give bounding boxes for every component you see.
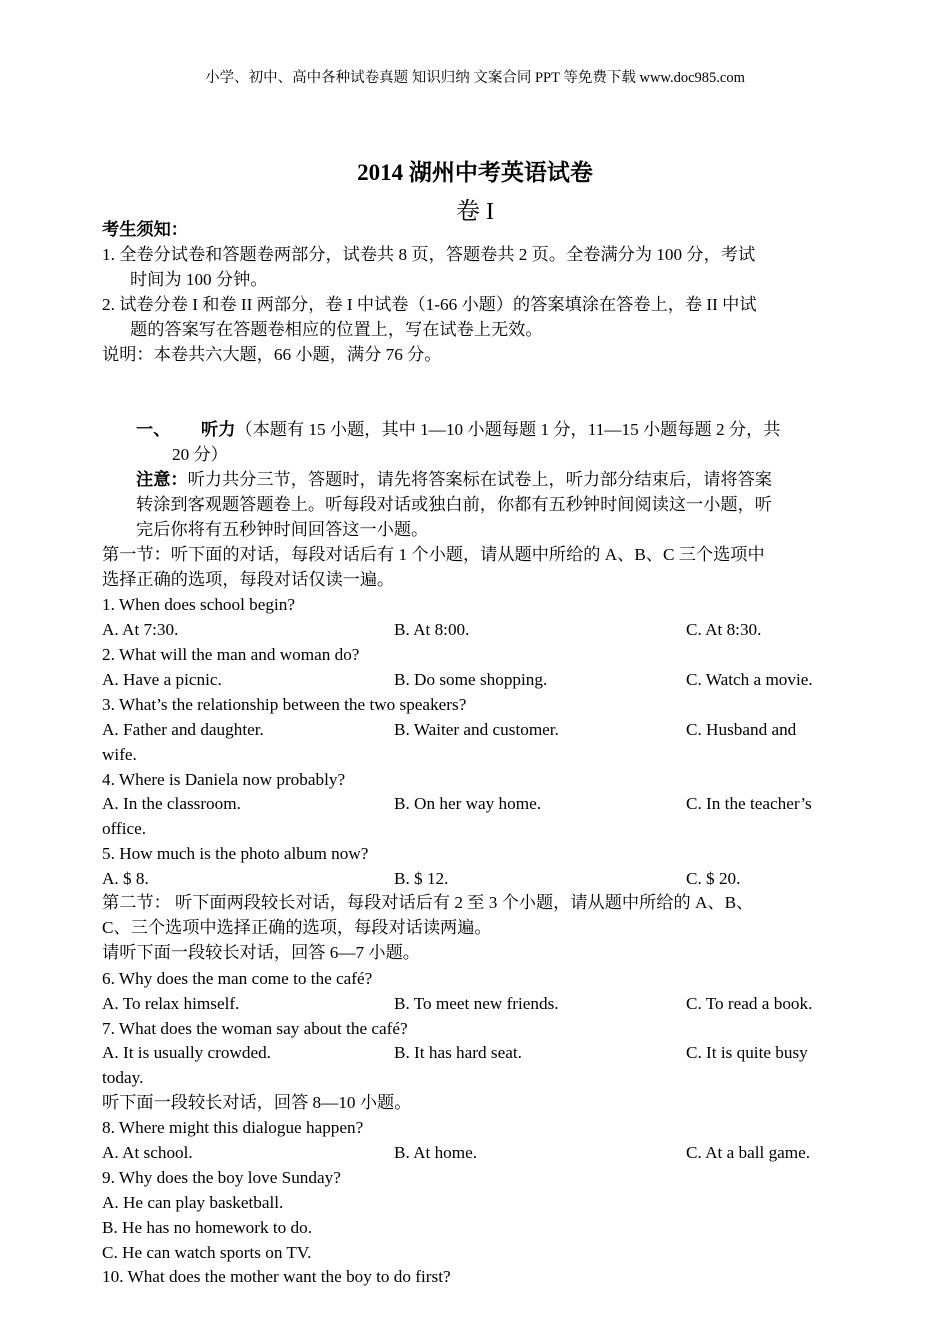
q5-option-c: C. $ 20. [686, 869, 741, 888]
q4-option-c: C. In the teacher’s [686, 794, 812, 813]
notice-item-1: 1. 全卷分试卷和答题卷两部分，试卷共 8 页，答题卷共 2 页。全卷满分为 100 分，考试 [102, 245, 756, 264]
q7-option-a: A. It is usually crowded. [102, 1043, 271, 1062]
section2-dialogue-1-intro: 请听下面一段较长对话，回答 6—7 小题。 [102, 943, 420, 962]
part1-desc: （本题有 15 小题，其中 1—10 小题每题 1 分，11—15 小题每题 2 分，共 [235, 420, 781, 439]
q8-option-a: A. At school. [102, 1143, 193, 1162]
question-3: 3. What’s the relationship between the two speakers? [102, 695, 467, 714]
q6-option-b: B. To meet new friends. [394, 994, 559, 1013]
page-subtitle: 卷 I [456, 199, 494, 225]
q3-option-c: C. Husband and [686, 720, 797, 739]
q3-option-a: A. Father and daughter. [102, 720, 264, 739]
q1-option-b: B. At 8:00. [394, 620, 470, 639]
q7-option-b: B. It has hard seat. [394, 1043, 522, 1062]
section2-instructions: 第二节： 听下面两段较长对话，每段对话后有 2 至 3 个小题，请从题中所给的 A、B、 [102, 893, 754, 912]
q4-option-b: B. On her way home. [394, 794, 542, 813]
question-10: 10. What does the mother want the boy to do first? [102, 1267, 451, 1286]
question-8: 8. Where might this dialogue happen? [102, 1118, 364, 1137]
part1-desc-cont: 20 分） [172, 445, 228, 464]
q9-option-c: C. He can watch sports on TV. [102, 1243, 312, 1262]
attention-line-3: 完后你将有五秒钟时间回答这一小题。 [136, 520, 429, 539]
q7-option-c: C. It is quite busy [686, 1043, 808, 1062]
page-title: 2014 湖州中考英语试卷 [357, 160, 593, 185]
section2-instructions-cont: C、三个选项中选择正确的选项，每段对话读两遍。 [102, 918, 492, 937]
header-note: 小学、初中、高中各种试卷真题 知识归纳 文案合同 PPT 等免费下载 www.doc985.com [205, 70, 745, 86]
attention-text: 听力共分三节，答题时，请先将答案标在试卷上，听力部分结束后，请将答案 [187, 470, 772, 489]
q2-option-b: B. Do some shopping. [394, 670, 548, 689]
q3-option-c-cont: wife. [102, 745, 137, 764]
q8-option-b: B. At home. [394, 1143, 478, 1162]
q5-option-b: B. $ 12. [394, 869, 449, 888]
q5-option-a: A. $ 8. [102, 869, 149, 888]
q2-option-a: A. Have a picnic. [102, 670, 222, 689]
exam-explanation: 说明：本卷共六大题，66 小题，满分 76 分。 [102, 345, 442, 364]
q1-option-c: C. At 8:30. [686, 620, 762, 639]
notice-item-2-cont: 题的答案写在答题卷相应的位置上，写在试卷上无效。 [130, 320, 543, 339]
q4-option-a: A. In the classroom. [102, 794, 241, 813]
notice-item-2: 2. 试卷分卷 I 和卷 II 两部分，卷 I 中试卷（1-66 小题）的答案填涂在答卷上，卷 II 中试 [102, 295, 757, 314]
q2-option-c: C. Watch a movie. [686, 670, 813, 689]
part1-title: 听力 [201, 420, 236, 439]
q3-option-b: B. Waiter and customer. [394, 720, 559, 739]
q6-option-a: A. To relax himself. [102, 994, 240, 1013]
question-6: 6. Why does the man come to the café? [102, 969, 373, 988]
q9-option-b: B. He has no homework to do. [102, 1218, 313, 1237]
question-4: 4. Where is Daniela now probably? [102, 770, 346, 789]
question-5: 5. How much is the photo album now? [102, 844, 369, 863]
section2-dialogue-2-intro: 听下面一段较长对话，回答 8—10 小题。 [102, 1093, 412, 1112]
q1-option-a: A. At 7:30. [102, 620, 179, 639]
notice-item-1-cont: 时间为 100 分钟。 [130, 270, 268, 289]
q6-option-c: C. To read a book. [686, 994, 813, 1013]
q9-option-a: A. He can play basketball. [102, 1193, 284, 1212]
question-7: 7. What does the woman say about the café? [102, 1019, 408, 1038]
q7-option-c-cont: today. [102, 1068, 144, 1087]
attention-note [136, 469, 772, 491]
attention-line-2: 转涂到客观题答题卷上。听每段对话或独白前，你都有五秒钟时间阅读这一小题，听 [136, 495, 772, 514]
section1-instructions: 第一节：听下面的对话，每段对话后有 1 个小题，请从题中所给的 A、B、C 三个选项中 [102, 545, 765, 564]
attention-label: 注意： [136, 470, 188, 489]
question-2: 2. What will the man and woman do? [102, 645, 360, 664]
notice-heading: 考生须知： [102, 220, 188, 239]
part1-heading [201, 419, 780, 441]
part1-number: 一、 [136, 420, 171, 439]
q8-option-c: C. At a ball game. [686, 1143, 811, 1162]
q4-option-c-cont: office. [102, 819, 147, 838]
question-9: 9. Why does the boy love Sunday? [102, 1168, 341, 1187]
section1-instructions-cont: 选择正确的选项，每段对话仅读一遍。 [102, 570, 395, 589]
question-1: 1. When does school begin? [102, 595, 295, 614]
